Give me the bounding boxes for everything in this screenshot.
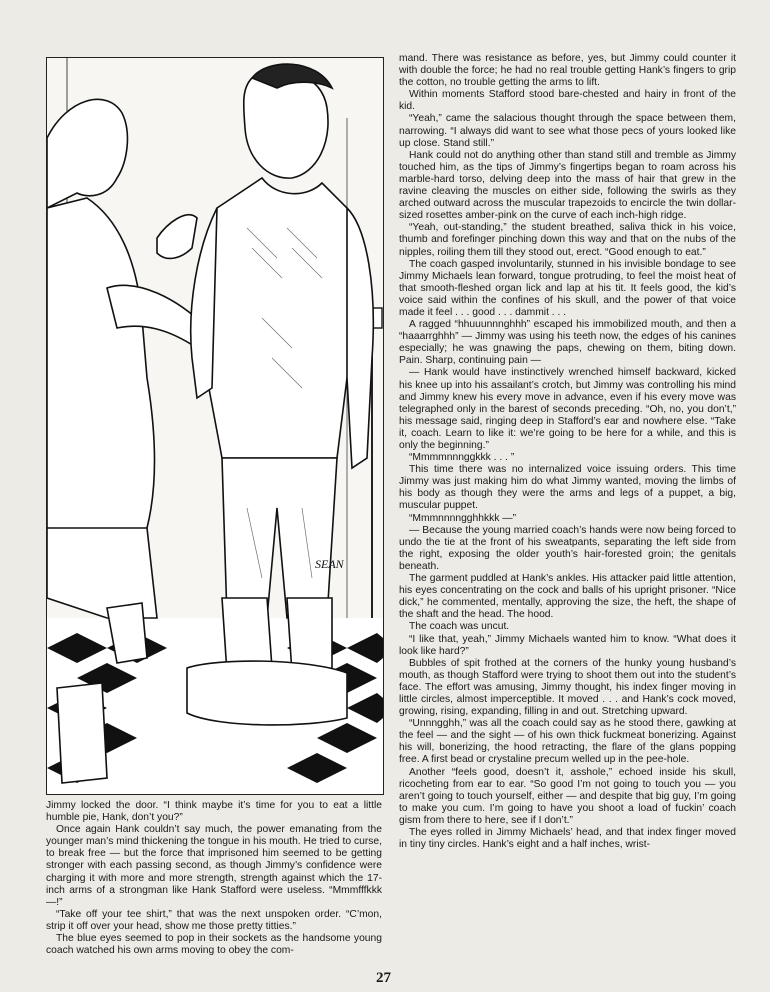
paragraph: This time there was no internalized voice issuing orders. This time Jimmy was just making him do what Jimmy wanted, moving the limbs of his body as though they were the arms and legs of a puppet, a big, muscular puppet.	[399, 464, 736, 512]
paragraph: “Mmmmnnnggkkk . . . ”	[409, 452, 515, 464]
paragraph: Bubbles of spit frothed at the corners of the hunky young husband’s mouth, as though Stafford were trying to shoot them out into the student’s face. The effort was amusing, Jimmy thought, his index finger moving in little circles, almost imperceptible. It moved . . . and Hank’s cock moved, growing, rising, expanding, filling in and out. Stretching upward.	[399, 657, 736, 718]
paragraph: Once again Hank couldn’t say much, the power emanating from the younger man’s mind thickening the tongue in his mouth. He tried to curse, to break free — but the force that imprisoned him seemed to be getting stronger with each passing second, as though Jimmy’s confidence were charging it with more and more strength, strength against which the 17-inch arms of a strongman like Hank Stafford were useless. “Mmmfffkkk —!”	[46, 824, 382, 908]
left-text-column	[46, 800, 382, 957]
figure-illustration-icon	[47, 58, 383, 794]
paragraph: The blue eyes seemed to pop in their sockets as the handsome young coach watched his own arms moving to obey the com-	[46, 933, 382, 957]
paragraph: The garment puddled at Hank’s ankles. His attacker paid little attention, his eyes concentrating on the cock and balls of his upright prisoner. “Nice dick,” he commented, mentally, approving the size, the heft, the shape of the shaft and the head. The hood.	[399, 573, 736, 621]
paragraph: The coach gasped involuntarily, stunned in his invisible bondage to see Jimmy Michaels lean forward, tongue protruding, to feel the moist heat of that smooth-fleshed organ lick and lap at his tit. It feels good, the kid’s voice said within the confines of his skull, and the power of that voice made it feel . . . good . . . dammit . . .	[399, 258, 736, 318]
paragraph: “Take off your tee shirt,” that was the next unspoken order. “C’mon, strip it off over your head, show me those pretty titties.”	[46, 908, 382, 932]
paragraph: “Mmmnnnngghhkkk —”	[409, 512, 517, 524]
page-number: 27	[376, 970, 391, 986]
paragraph: Within moments Stafford stood bare-chested and hairy in front of the kid.	[399, 89, 736, 113]
paragraph: “I like that, yeah,” Jimmy Michaels wanted him to know. “What does it look like hard?”	[399, 633, 736, 657]
paragraph: — Hank would have instinctively wrenched himself backward, kicked his knee up into his assailant’s crotch, but Jimmy was controlling his mind and Jimmy knew his every move in advance, even if his every move was telegraphed only in the barest of seconds preceding. “Oh, no, you don’t,” his message said, ringing deep in Stafford’s ear and nowhere else. “Take it, coach. Learn to like it: we’re going to be here for a while, and this is only the beginning.”	[399, 367, 736, 451]
paragraph: The eyes rolled in Jimmy Michaels’ head, and that index finger moved in tiny tiny circles. Hank’s eight and a half inches, wrist-	[399, 827, 736, 851]
paragraph: “Yeah, out-standing,” the student breathed, saliva thick in his voice, thumb and forefinger pinching down this way and that on the nubs of the nipples, roiling them till they stood out, erect. “Good enough to eat.”	[399, 222, 736, 258]
paragraph: Hank could not do anything other than stand still and tremble as Jimmy touched him, as the tips of Jimmy’s fingertips began to roam across his marble-hard torso, delving deep into the mass of hair that grew in the ravine cleaving the muscles on either side, following the swirls as they arched outward across the muscular trapezoids to encircle the twin dollar-sized rosettes amber-pink on the curve of each inch-high ridge.	[399, 149, 736, 222]
illustration-panel	[46, 57, 384, 795]
artist-signature: SEAN	[315, 557, 344, 571]
paragraph: “Unnngghh,” was all the coach could say as he stood there, gawking at the feel — and the sight — of his own thick fuckmeat bonerizing. Against his will, bonerizing, the hood retracting, the flare of the glans popping free. A first bead or crystaline precum welled up in the pee-hole.	[399, 718, 736, 766]
paragraph: The coach was uncut.	[409, 621, 510, 633]
paragraph: A ragged “hhuuunnnghhh” escaped his immobilized mouth, and then a “haaarrghhh” — Jimmy was using his teeth now, the edges of his canines especially; he was gnawing the paps, chewing on them, biting down. Pain. Sharp, continuing pain —	[399, 319, 736, 367]
paragraph: Jimmy locked the door. “I think maybe it’s time for you to eat a little humble pie, Hank, don’t you?”	[46, 800, 382, 824]
paragraph: Another “feels good, doesn’t it, asshole,” echoed inside his skull, ricocheting from ear to ear. “So good I’m not going to touch you — you aren’t going to touch yourself, either — and despite that big guy, I’m going to make you cum. I’m going to have you shoot a load of fuckin’ coach gism from there to here, see if I don’t.”	[399, 766, 736, 826]
paragraph: mand. There was resistance as before, yes, but Jimmy could counter it with double the force; he had no real trouble getting Hank’s fingers to grip the cotton, no trouble getting the arms to lift.	[399, 53, 736, 89]
paragraph: — Because the young married coach’s hands were now being forced to undo the tie at the front of his sweatpants, separating the left side from the right, exposing the older youth’s hair-forested groin; the genitals beneath.	[399, 524, 736, 572]
paragraph: “Yeah,” came the salacious thought through the space between them, narrowing. “I always did want to see what those pecs of yours looked like up close. Stand still.”	[399, 113, 736, 149]
right-text-column	[399, 53, 736, 851]
